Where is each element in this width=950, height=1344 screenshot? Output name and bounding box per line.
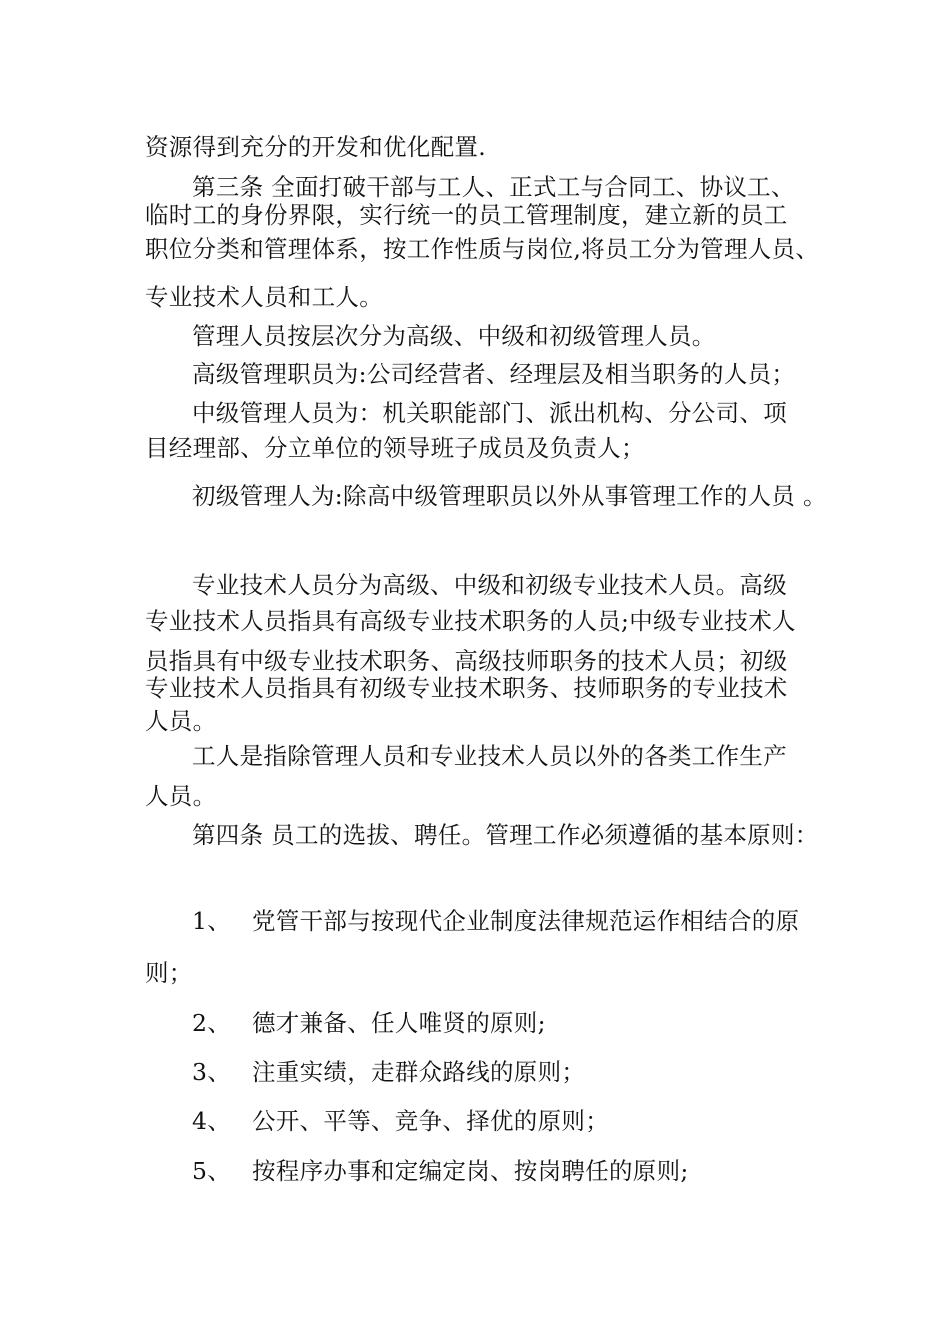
text-line: 人员。 bbox=[145, 782, 217, 810]
text-line: 目经理部、分立单位的领导班子成员及负责人； bbox=[145, 434, 645, 462]
text-line: 高级管理职员为:公司经营者、经理层及相当职务的人员； bbox=[192, 360, 796, 388]
principle-number: 3、 bbox=[192, 1058, 232, 1086]
text-line: 专业技术人员和工人。 bbox=[145, 283, 383, 311]
text-line: 职位分类和管理体系，按工作性质与岗位,将员工分为管理人员、 bbox=[145, 235, 820, 263]
principle-number: 1、 bbox=[192, 907, 232, 935]
principle-number: 4、 bbox=[192, 1107, 232, 1135]
principle-text: 按程序办事和定编定岗、按岗聘任的原则; bbox=[252, 1157, 689, 1185]
text-line: 专业技术人员指具有初级专业技术职务、技师职务的专业技术 bbox=[145, 674, 788, 702]
text-line: 初级管理人为:除高中级管理职员以外从事管理工作的人员 。 bbox=[192, 482, 827, 510]
principle-text: 公开、平等、竞争、择优的原则； bbox=[252, 1107, 609, 1135]
principle-number: 2、 bbox=[192, 1009, 232, 1037]
principle-text: 注重实绩，走群众路线的原则； bbox=[252, 1058, 586, 1086]
text-line: 人员。 bbox=[145, 707, 217, 735]
principle-number: 5、 bbox=[192, 1157, 232, 1185]
text-line: 临时工的身份界限，实行统一的员工管理制度，建立新的员工 bbox=[145, 201, 788, 229]
principle-text: 党管干部与按现代企业制度法律规范运作相结合的原 bbox=[252, 907, 800, 935]
text-line: 第三条 全面打破干部与工人、正式工与合同工、协议工、 bbox=[192, 173, 795, 201]
text-line: 管理人员按层次分为高级、中级和初级管理人员。 bbox=[192, 322, 716, 350]
text-line: 员指具有中级专业技术职务、高级技师职务的技术人员；初级 bbox=[145, 647, 788, 675]
principle-text-continuation: 则； bbox=[145, 959, 193, 987]
text-line: 工人是指除管理人员和专业技术人员以外的各类工作生产 bbox=[192, 742, 787, 770]
text-line: 资源得到充分的开发和优化配置. bbox=[145, 133, 486, 161]
text-line: 专业技术人员分为高级、中级和初级专业技术人员。高级 bbox=[192, 571, 787, 599]
text-line: 第四条 员工的选拔、聘任。管理工作必须遵循的基本原则： bbox=[192, 821, 819, 849]
text-line: 专业技术人员指具有高级专业技术职务的人员;中级专业技术人 bbox=[145, 607, 796, 635]
principle-text: 德才兼备、任人唯贤的原则; bbox=[252, 1009, 546, 1037]
text-line: 中级管理人员为：机关职能部门、派出机构、分公司、项 bbox=[192, 399, 787, 427]
